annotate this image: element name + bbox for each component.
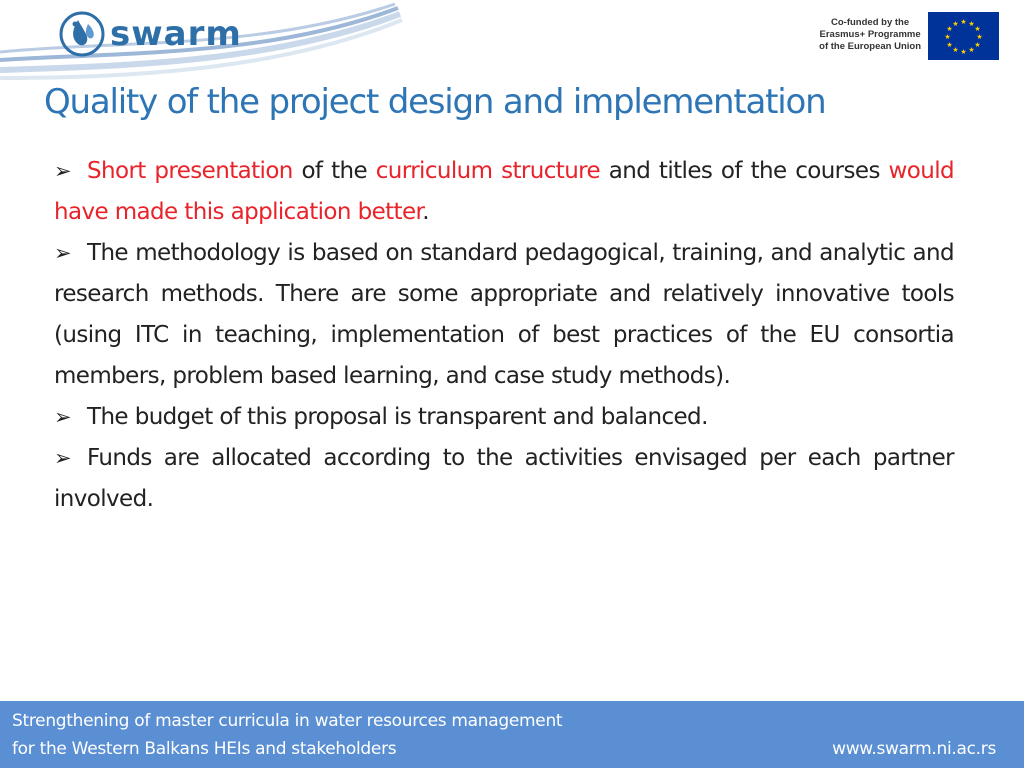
svg-text:★: ★	[946, 41, 953, 49]
eu-text-line-3: of the European Union	[819, 41, 921, 52]
slide-header	[0, 0, 1024, 90]
bullet-text: of the	[292, 158, 376, 184]
emphasis-transparent-balanced: transparent and balanced	[417, 404, 702, 430]
eu-text-line-2: Erasmus+ Programme	[819, 29, 921, 40]
arrow-bullet-icon: ➢	[54, 159, 71, 183]
slide-content	[54, 151, 954, 520]
svg-text:★: ★	[968, 46, 975, 54]
footer-project-line-1: Strengthening of master curricula in water resources management	[12, 711, 563, 731]
slide-footer	[0, 701, 1024, 768]
highlight-curriculum-structure: curriculum structure	[375, 158, 601, 184]
bullet-text: The	[87, 404, 135, 430]
logo-wordmark: swarm	[110, 14, 242, 54]
highlight-short-presentation: Short presentation	[87, 158, 293, 184]
bullet-text: .	[422, 199, 429, 225]
bullet-text: and titles of the courses	[600, 158, 889, 184]
svg-text:★: ★	[968, 20, 975, 28]
arrow-bullet-icon: ➢	[54, 241, 71, 265]
eu-text-line-1: Co-funded by the	[831, 17, 910, 28]
water-drop-logo-icon	[58, 10, 106, 58]
svg-text:★: ★	[974, 25, 981, 33]
bullet-text: .	[701, 404, 708, 430]
emphasis-budget: budget	[134, 404, 213, 430]
svg-text:★: ★	[960, 48, 967, 56]
emphasis-innovative-tools: appropriate and relatively innovative tools	[469, 281, 954, 307]
arrow-bullet-icon: ➢	[54, 446, 71, 470]
svg-text:★: ★	[976, 33, 983, 41]
arrow-bullet-icon: ➢	[54, 405, 71, 429]
emphasis-allocated-activities: allocated according to the activities	[211, 445, 623, 471]
svg-text:★: ★	[952, 46, 959, 54]
bullet-text: of this proposal is	[212, 404, 418, 430]
bullet-text: The methodology is based on standard pedagogical, training, and analytic and research methods. There are some	[54, 240, 954, 307]
bullet-funds	[54, 438, 954, 520]
eu-cofunding-text	[819, 17, 921, 53]
bullet-budget	[54, 397, 954, 438]
slide-title: Quality of the project design and implementation	[44, 82, 826, 122]
footer-website-link[interactable]: www.swarm.ni.ac.rs	[832, 739, 996, 759]
eu-flag-icon	[928, 12, 999, 60]
footer-project-line-2: for the Western Balkans HEIs and stakeholders	[12, 739, 397, 759]
bullet-text: (using ITC in teaching, implementation of best practices of the EU consortia members, problem based learning, and case study methods).	[54, 322, 954, 389]
svg-text:★: ★	[952, 20, 959, 28]
bullet-curriculum	[54, 151, 954, 233]
svg-text:★: ★	[944, 33, 951, 41]
svg-text:★: ★	[974, 41, 981, 49]
highlight-application-better: would have made this application better	[54, 158, 954, 225]
bullet-methodology	[54, 233, 954, 397]
svg-text:★: ★	[960, 18, 967, 26]
svg-text:★: ★	[946, 25, 953, 33]
swarm-logo[interactable]	[58, 10, 242, 58]
bullet-text: Funds are	[87, 445, 212, 471]
bullet-text: envisaged per each partner involved.	[54, 445, 954, 512]
